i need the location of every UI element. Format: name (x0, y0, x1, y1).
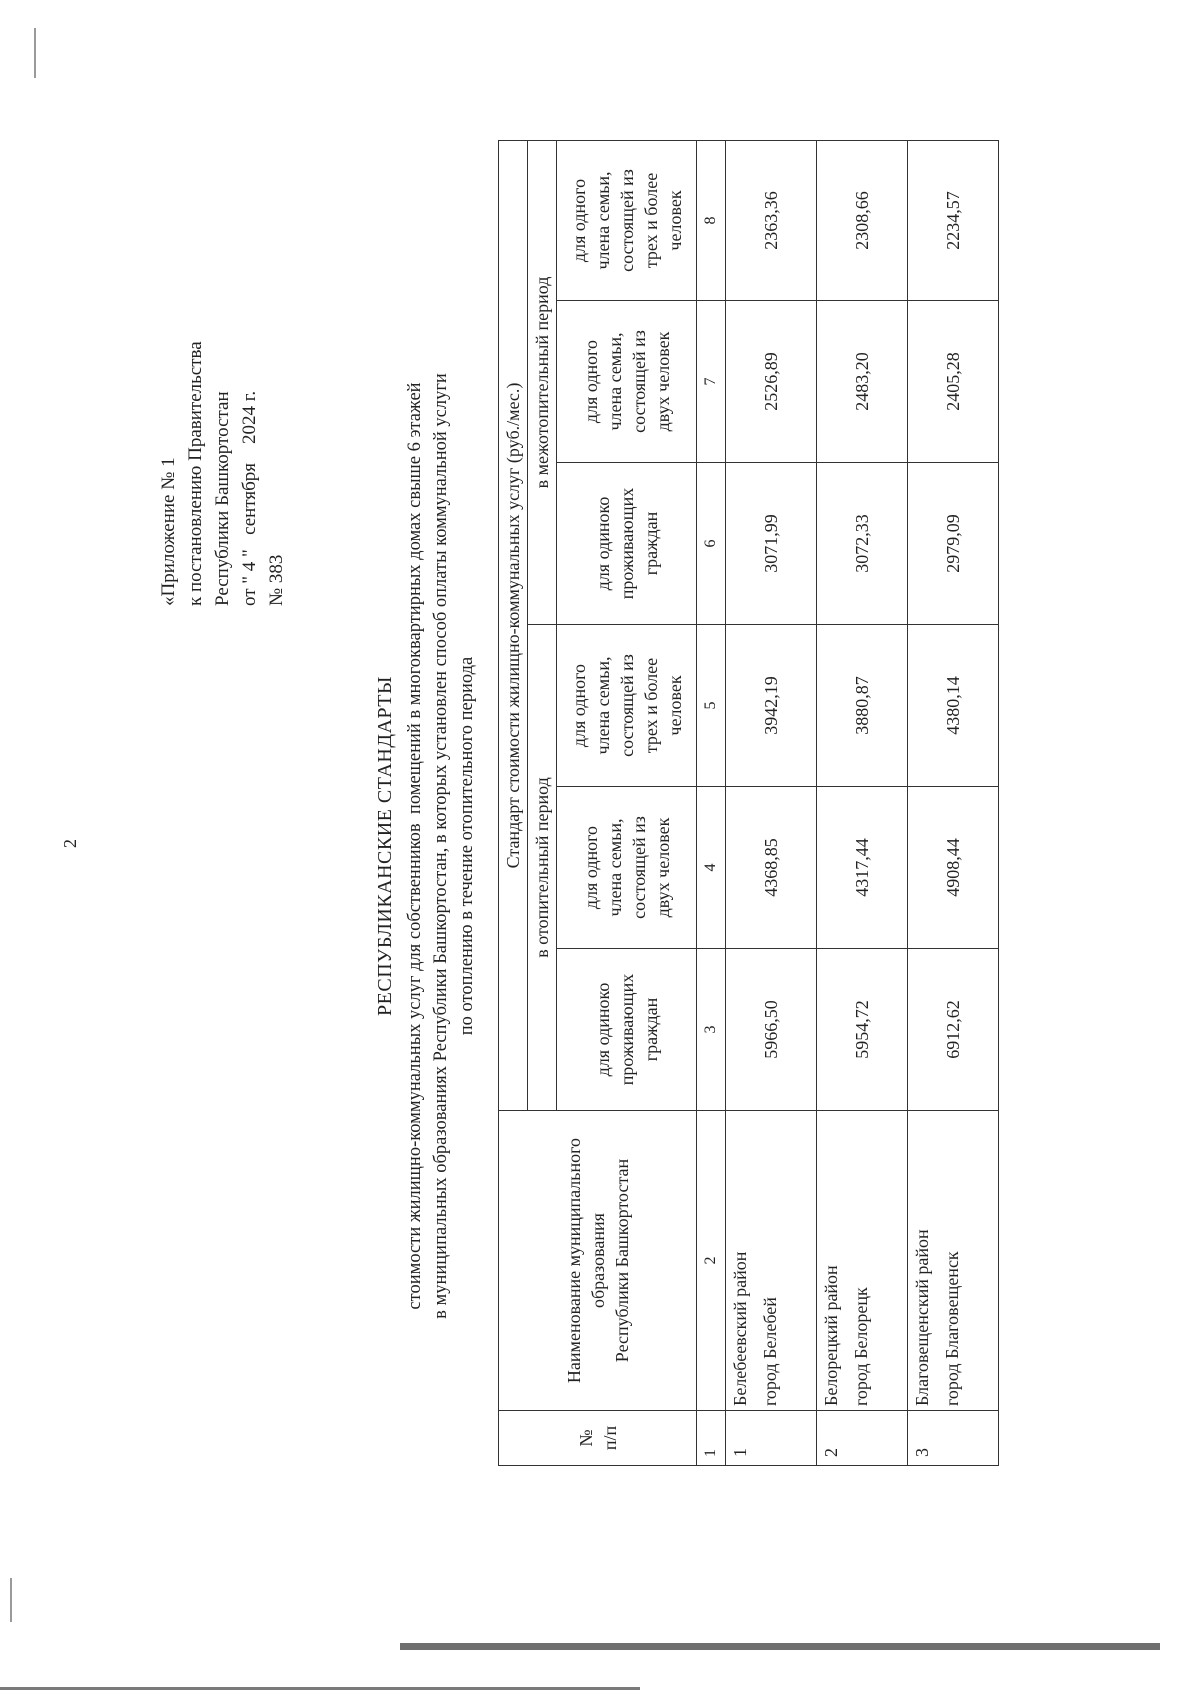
value-cell: 2234,57 (908, 140, 999, 300)
header-three: для одного члена семьи, состоящей из трех и более человек (557, 625, 697, 787)
value-cell: 2979,09 (908, 463, 999, 625)
standards-table (498, 140, 999, 1466)
city-name: город Белорецк (851, 1287, 871, 1406)
district-name: Белорецкий район (821, 1265, 841, 1406)
column-index: 2 (697, 1111, 726, 1411)
header-three: для одного члена семьи, состоящей из трех и более человек (557, 140, 697, 300)
row-number: 2 (817, 1411, 908, 1466)
value-cell: 4317,44 (817, 787, 908, 949)
column-index: 4 (697, 787, 726, 949)
column-index: 7 (697, 301, 726, 463)
table-row (726, 140, 817, 1465)
row-number: 3 (908, 1411, 999, 1466)
header-single: для одиноко проживающих граждан (557, 949, 697, 1111)
district-name: Белебеевский район (730, 1251, 750, 1406)
appendix-line: к постановлению Правительства (185, 341, 206, 606)
value-cell: 4368,85 (726, 787, 817, 949)
header-two: для одного члена семьи, состоящей из двух человек (557, 301, 697, 463)
column-index: 1 (697, 1411, 726, 1466)
value-cell: 3942,19 (726, 625, 817, 787)
header-nonheating-period: в межотопительный период (528, 140, 557, 624)
header-single: для одиноко проживающих граждан (557, 463, 697, 625)
header-num: № п/п (499, 1411, 697, 1466)
value-cell: 5966,50 (726, 949, 817, 1111)
page-number: 2 (60, 839, 80, 848)
city-name: город Белебей (760, 1297, 780, 1406)
value-cell: 2526,89 (726, 301, 817, 463)
value-cell: 6912,62 (908, 949, 999, 1111)
document-subtitle (402, 156, 480, 1536)
header-group: Стандарт стоимости жилищно-коммунальных услуг (руб./мес.) (499, 140, 528, 1110)
value-cell: 3071,99 (726, 463, 817, 625)
municipality-cell (817, 1111, 908, 1411)
subtitle-line: по отоплению в течение отопительного периода (457, 656, 477, 1036)
value-cell: 2363,36 (726, 140, 817, 300)
column-index: 8 (697, 140, 726, 300)
value-cell: 2405,28 (908, 301, 999, 463)
value-cell: 3880,87 (817, 625, 908, 787)
document-title: РЕСПУБЛИКАНСКИЕ СТАНДАРТЫ (374, 676, 396, 1016)
appendix-line: Республики Башкортостан (212, 391, 233, 606)
value-cell: 2308,66 (817, 140, 908, 300)
municipality-cell (908, 1111, 999, 1411)
value-cell: 4380,14 (908, 625, 999, 787)
district-name: Благовещенский район (912, 1229, 932, 1406)
municipality-cell (726, 1111, 817, 1411)
column-index-row (697, 140, 726, 1465)
city-name: город Благовещенск (942, 1251, 962, 1406)
value-cell: 5954,72 (817, 949, 908, 1111)
row-number: 1 (726, 1411, 817, 1466)
column-index: 6 (697, 463, 726, 625)
value-cell: 4908,44 (908, 787, 999, 949)
header-two: для одного члена семьи, состоящей из двух человек (557, 787, 697, 949)
appendix-block (155, 341, 290, 606)
appendix-line: «Приложение № 1 (158, 457, 179, 606)
header-name: Наименование муниципального образования Республики Башкортостан (499, 1111, 697, 1411)
column-index: 3 (697, 949, 726, 1111)
appendix-line: от " 4 " сентября 2024 г. (239, 390, 260, 606)
value-cell: 2483,20 (817, 301, 908, 463)
appendix-line: № 383 (266, 554, 287, 606)
table-row (908, 140, 999, 1465)
subtitle-line: стоимости жилищно-коммунальных услуг для собственников помещений в многоквартирных домах свыше 6 этажей (405, 382, 425, 1310)
header-heating-period: в отопительный период (528, 625, 557, 1111)
subtitle-line: в муниципальных образованиях Республики Башкортостан, в которых установлен способ оплаты коммунальной услуги (431, 373, 451, 1319)
column-index: 5 (697, 625, 726, 787)
table-row (817, 140, 908, 1465)
value-cell: 3072,33 (817, 463, 908, 625)
